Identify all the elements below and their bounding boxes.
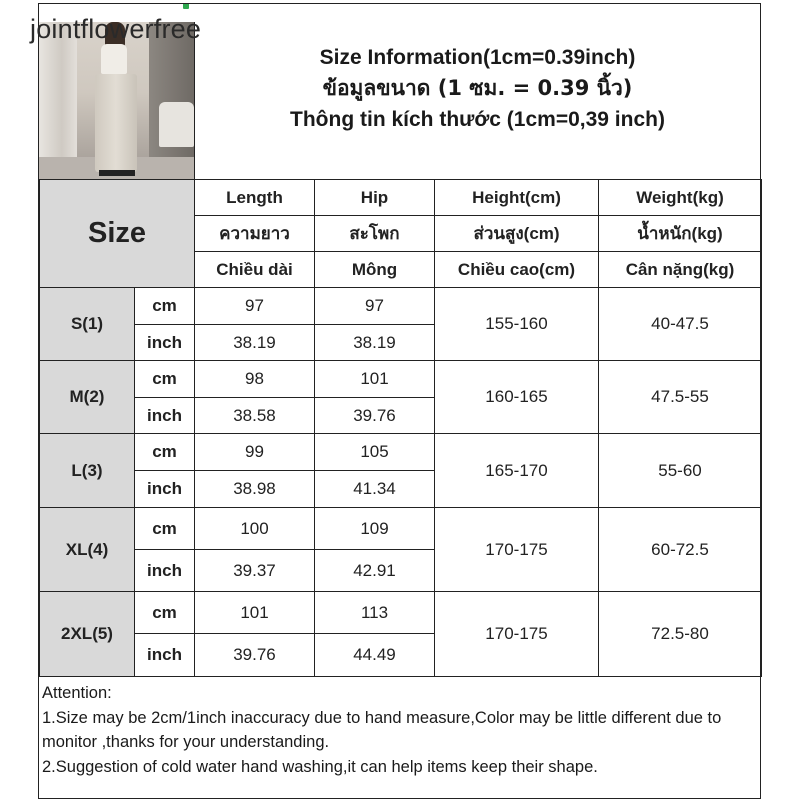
col-length-en: Length: [195, 180, 315, 216]
length-inch-cell: 39.37: [195, 550, 315, 592]
weight-cell: 47.5-55: [599, 361, 762, 434]
weight-cell: 72.5-80: [599, 592, 762, 677]
unit-cell: inch: [135, 634, 195, 677]
length-cm-cell: 100: [195, 508, 315, 550]
size-table: [39, 179, 762, 677]
col-weight-th: น้ำหนัก(kg): [599, 216, 762, 252]
height-cell: 160-165: [435, 361, 599, 434]
unit-cell: cm: [135, 288, 195, 325]
col-weight-en: Weight(kg): [599, 180, 762, 216]
size-cell: XL(4): [40, 508, 135, 592]
col-weight-vi: Cân nặng(kg): [599, 252, 762, 288]
length-cm-cell: 97: [195, 288, 315, 325]
note-line-1: 1.Size may be 2cm/1inch inaccuracy due to hand measure,Color may be little different due to monitor ,thanks for your understanding.: [42, 708, 722, 751]
hip-inch-cell: 42.91: [315, 550, 435, 592]
size-header: Size: [40, 180, 195, 288]
unit-cell: cm: [135, 508, 195, 550]
col-height-en: Height(cm): [435, 180, 599, 216]
height-cell: 155-160: [435, 288, 599, 361]
weight-cell: 40-47.5: [599, 288, 762, 361]
col-height-vi: Chiều cao(cm): [435, 252, 599, 288]
length-inch-cell: 39.76: [195, 634, 315, 677]
hip-cm-cell: 97: [315, 288, 435, 325]
hip-inch-cell: 38.19: [315, 325, 435, 361]
title-thai: ข้อมูลขนาด (1 ซม. = 0.39 นิ้ว): [322, 76, 633, 100]
hip-inch-cell: 41.34: [315, 471, 435, 508]
length-inch-cell: 38.19: [195, 325, 315, 361]
hip-inch-cell: 44.49: [315, 634, 435, 677]
size-cell: S(1): [40, 288, 135, 361]
unit-cell: inch: [135, 471, 195, 508]
weight-cell: 60-72.5: [599, 508, 762, 592]
height-cell: 165-170: [435, 434, 599, 508]
title-english: Size Information(1cm=0.39inch): [319, 46, 636, 69]
size-cell: L(3): [40, 434, 135, 508]
table-row: [40, 288, 762, 325]
unit-cell: inch: [135, 325, 195, 361]
height-cell: 170-175: [435, 508, 599, 592]
length-cm-cell: 98: [195, 361, 315, 398]
length-cm-cell: 99: [195, 434, 315, 471]
length-inch-cell: 38.98: [195, 471, 315, 508]
length-inch-cell: 38.58: [195, 398, 315, 434]
col-height-th: ส่วนสูง(cm): [435, 216, 599, 252]
unit-cell: cm: [135, 361, 195, 398]
col-hip-vi: Mông: [315, 252, 435, 288]
note-line-2: 2.Suggestion of cold water hand washing,it can help items keep their shape.: [42, 757, 598, 776]
title-block: [195, 42, 760, 135]
col-length-th: ความยาว: [195, 216, 315, 252]
table-row: [40, 361, 762, 398]
table-row: [40, 508, 762, 550]
size-cell: 2XL(5): [40, 592, 135, 677]
product-photo: [39, 22, 195, 179]
size-chart: [38, 3, 761, 799]
watermark-text: jointflowerfree: [30, 14, 202, 44]
col-length-vi: Chiều dài: [195, 252, 315, 288]
hip-cm-cell: 109: [315, 508, 435, 550]
unit-cell: cm: [135, 434, 195, 471]
hip-cm-cell: 101: [315, 361, 435, 398]
title-vietnamese: Thông tin kích thước (1cm=0,39 inch): [290, 108, 665, 131]
col-hip-th: สะโพก: [315, 216, 435, 252]
col-hip-en: Hip: [315, 180, 435, 216]
unit-cell: inch: [135, 550, 195, 592]
table-row: [40, 434, 762, 471]
length-cm-cell: 101: [195, 592, 315, 634]
height-cell: 170-175: [435, 592, 599, 677]
unit-cell: inch: [135, 398, 195, 434]
size-cell: M(2): [40, 361, 135, 434]
unit-cell: cm: [135, 592, 195, 634]
hip-inch-cell: 39.76: [315, 398, 435, 434]
table-row: [40, 592, 762, 634]
weight-cell: 55-60: [599, 434, 762, 508]
hip-cm-cell: 105: [315, 434, 435, 471]
attention-notes: [39, 679, 760, 779]
notes-heading: Attention:: [42, 684, 112, 702]
hip-cm-cell: 113: [315, 592, 435, 634]
